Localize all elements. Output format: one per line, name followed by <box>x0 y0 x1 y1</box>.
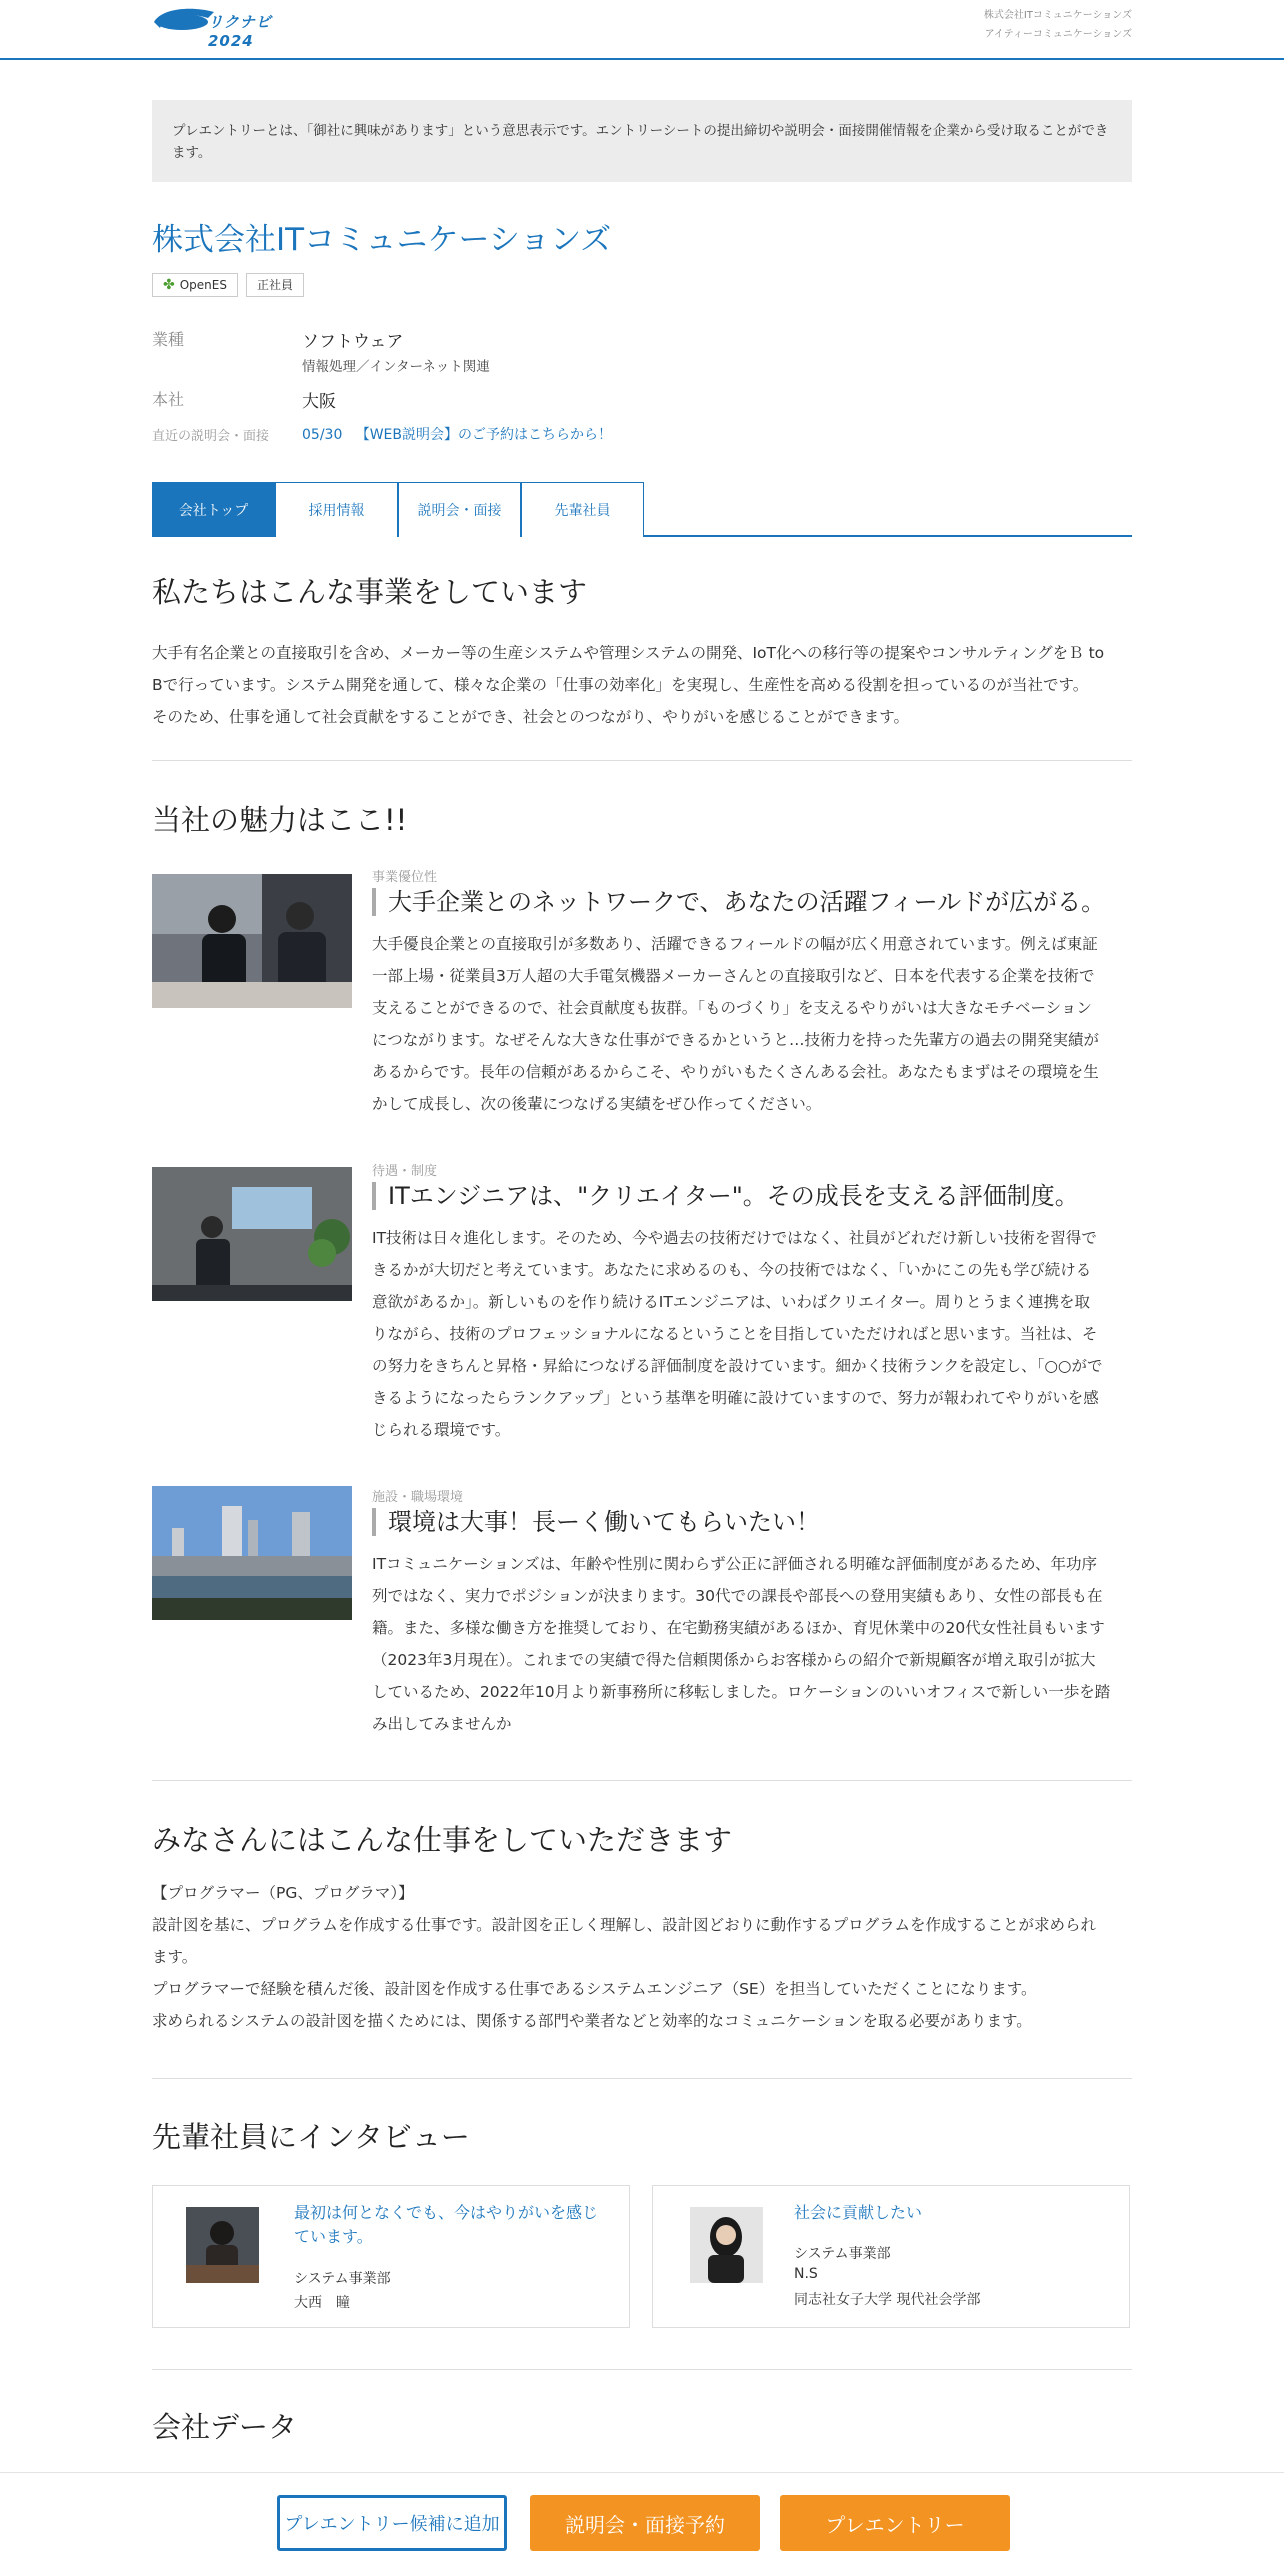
interviewee-photo <box>690 2207 763 2283</box>
feature-category: 施設・職場環境 <box>372 1490 464 1505</box>
feature-photo-office <box>152 1167 352 1301</box>
text-line: 支えることができるので、社会貢献度も抜群。「ものづくり」を支えるやりがいは大きなモチベーション <box>372 999 1092 1017</box>
feature-body <box>372 928 1132 1120</box>
feature-title: 環境は大事！長ーく働いてもらいたい！ <box>372 1508 820 1536</box>
add-preentry-candidate-button[interactable]: プレエントリー候補に追加 <box>277 2495 507 2551</box>
interview-card[interactable] <box>152 2185 630 2328</box>
text-line: そのため、仕事を通して社会貢献をすることができ、社会とのつながり、やりがいを感じることができます。 <box>152 708 910 726</box>
text-line: じられる環境です。 <box>372 1421 511 1439</box>
text-line: IT技術は日々進化します。そのため、今や過去の技術だけではなく、社員がどれだけ新しい技術を習得で <box>372 1229 1097 1247</box>
industry-label: 業種 <box>152 330 185 349</box>
feature-body <box>372 1548 1132 1740</box>
text-line: プログラマーで経験を積んだ後、設計図を作成する仕事であるシステムエンジニア（SE）を担当していただくことになります。 <box>152 1980 1037 1998</box>
text-line: み出してみませんか <box>372 1715 512 1733</box>
employment-type-tag <box>246 273 304 297</box>
feature-photo-meeting <box>152 874 352 1008</box>
interviewee-photo <box>186 2207 259 2283</box>
seminar-reservation-button[interactable]: 説明会・面接予約 <box>530 2495 760 2551</box>
header-company-name: 株式会社ITコミュニケーションズ <box>983 10 1132 21</box>
interview-name: 大西 瞳 <box>294 2295 350 2311</box>
site-header <box>0 0 1284 60</box>
interview-dept: システム事業部 <box>794 2246 891 2262</box>
text-line: きるようになったらランクアップ」という基準を明確に設けていますので、努力が報われてやりがいを感 <box>372 1389 1099 1407</box>
text-line: かして成長し、次の後輩につなげる実績をぜひ作ってください。 <box>372 1095 822 1113</box>
interview-school: 同志社女子大学 現代社会学部 <box>794 2292 981 2308</box>
tab-senior-staff[interactable]: 先輩社員 <box>521 482 644 537</box>
section-divider <box>152 2078 1132 2079</box>
text-line: ITコミュニケーションズは、年齢や性別に関わらず公正に評価される明確な評価制度があるため、年功序 <box>372 1555 1098 1573</box>
text-line: りながら、技術のプロフェッショナルになるということを目指していただければと思います。当社は、そ <box>372 1325 1098 1343</box>
seminar-link[interactable] <box>302 424 612 444</box>
interview-title[interactable]: 最初は何となくでも、今はやりがいを感じています。 <box>294 2203 599 2246</box>
text-line: 意欲があるか」。新しいものを作り続けるITエンジニアは、いわばクリエイター。周りとうまく連携を取 <box>372 1293 1090 1311</box>
text-line: の努力をきちんと昇格・昇給につなげる評価制度を設けています。細かく技術ランクを設定し、「○○がで <box>372 1357 1103 1375</box>
seminar-link-text: 【WEB説明会】のご予約はこちらから！ <box>355 427 613 443</box>
text-line: 大手有名企業との直接取引を含め、メーカー等の生産システムや管理システムの開発、IoT化への移行等の提案やコンサルティングをＢ to <box>152 644 1105 662</box>
appeal-heading: 当社の魅力はここ!! <box>152 803 408 837</box>
section-divider <box>152 2369 1132 2370</box>
interview-dept: システム事業部 <box>294 2271 391 2287</box>
interview-name: N.S <box>794 2266 818 2282</box>
industry-sub: 情報処理／インターネット関連 <box>302 359 490 375</box>
hq-label: 本社 <box>152 390 185 409</box>
feature-title: 大手企業とのネットワークで、あなたの活躍フィールドが広がる。 <box>372 888 1105 916</box>
page-title: 株式会社ITコミュニケーションズ <box>152 222 612 258</box>
company-data-heading: 会社データ <box>152 2410 298 2444</box>
clover-icon: ✤ <box>163 277 175 293</box>
text-line: 列ではなく、実力でポジションが決まります。30代での課長や部長への登用実績もあり、女性の部長も在 <box>372 1587 1103 1605</box>
logo-text: リクナビ2024 <box>208 13 272 50</box>
text-line: 大手優良企業との直接取引が多数あり、活躍できるフィールドの幅が広く用意されています。例えば東証 <box>372 935 1098 953</box>
preentry-notice: プレエントリーとは、「御社に興味があります」という意思表示です。エントリーシートの提出締切や説明会・面接開催情報を企業から受け取ることができます。 <box>152 100 1132 182</box>
text-line: 求められるシステムの設計図を描くためには、関係する部門や業者などと効率的なコミュニケーションを取る必要があります。 <box>152 2012 1032 2030</box>
business-heading: 私たちはこんな事業をしています <box>152 575 588 609</box>
tag-label: 正社員 <box>256 278 293 292</box>
work-heading: みなさんにはこんな仕事をしていただきます <box>152 1823 733 1857</box>
tag-label: OpenES <box>179 278 227 292</box>
header-company <box>984 6 1132 44</box>
seminar-date: 05/30 <box>302 427 343 443</box>
tab-recruit-info[interactable]: 採用情報 <box>275 482 398 537</box>
seminar-label: 直近の説明会・面接 <box>152 429 270 444</box>
section-divider <box>152 1780 1132 1781</box>
feature-photo-cityview <box>152 1486 352 1620</box>
text-line: あるからです。長年の信頼があるからこそ、やりがいもたくさんある会社。あなたもまずはその環境を生 <box>372 1063 1099 1081</box>
text-line: ます。 <box>152 1948 198 1966</box>
openes-tag <box>152 273 238 297</box>
bottom-action-bar <box>0 2472 1284 2568</box>
business-text <box>152 637 1132 733</box>
text-line: きるかが大切だと考えています。あなたに求めるのも、今の技術ではなく、「いかにこの先も学び続ける <box>372 1261 1092 1279</box>
text-line: 一部上場・従業員3万人超の大手電気機器メーカーさんとの直接取引など、日本を代表する企業を技術で <box>372 967 1095 985</box>
text-line: しているため、2022年10月より新事務所に移転しました。ロケーションのいいオフィスで新しい一歩を踏 <box>372 1683 1111 1701</box>
text-line: Bで行っています。システム開発を通して、様々な企業の「仕事の効率化」を実現し、生産性を高める役割を担っているのが当社です。 <box>152 676 1089 694</box>
work-text <box>152 1877 1132 2037</box>
interview-card[interactable] <box>652 2185 1130 2328</box>
tag-list <box>152 273 304 297</box>
text-line: 【プログラマー（PG、プログラマ）】 <box>152 1884 414 1902</box>
hq-value: 大阪 <box>302 392 336 412</box>
feature-category: 待遇・制度 <box>372 1164 438 1179</box>
rikunabi-logo[interactable] <box>152 4 300 50</box>
interview-heading: 先輩社員にインタビュー <box>152 2120 470 2154</box>
feature-title: ITエンジニアは、"クリエイター"。その成長を支える評価制度。 <box>372 1182 1079 1210</box>
text-line: 設計図を基に、プログラムを作成する仕事です。設計図を正しく理解し、設計図どおりに動作するプログラムを作成することが求められ <box>152 1916 1096 1934</box>
text-line: 籍。また、多様な働き方を推奨しており、在宅勤務実績があるほか、育児休業中の20代女性社員もいます <box>372 1619 1105 1637</box>
tab-company-top[interactable]: 会社トップ <box>152 482 275 537</box>
company-tabs <box>152 482 1132 537</box>
section-divider <box>152 760 1132 761</box>
preentry-button[interactable]: プレエントリー <box>780 2495 1010 2551</box>
industry-value: ソフトウェア <box>302 332 404 352</box>
feature-body <box>372 1222 1132 1446</box>
header-company-kana: アイティーコミュニケーションズ <box>984 29 1132 40</box>
interview-title[interactable]: 社会に貢献したい <box>794 2203 923 2222</box>
feature-category: 事業優位性 <box>372 870 438 885</box>
tab-seminar[interactable]: 説明会・面接 <box>398 482 521 537</box>
text-line: につながります。なぜそんな大きな仕事ができるかというと…技術力を持った先輩方の過去の開発実績が <box>372 1031 1099 1049</box>
text-line: （2023年3月現在）。これまでの実績で得た信頼関係からお客様からの紹介で新規顧客が増え取引が拡大 <box>372 1651 1096 1669</box>
